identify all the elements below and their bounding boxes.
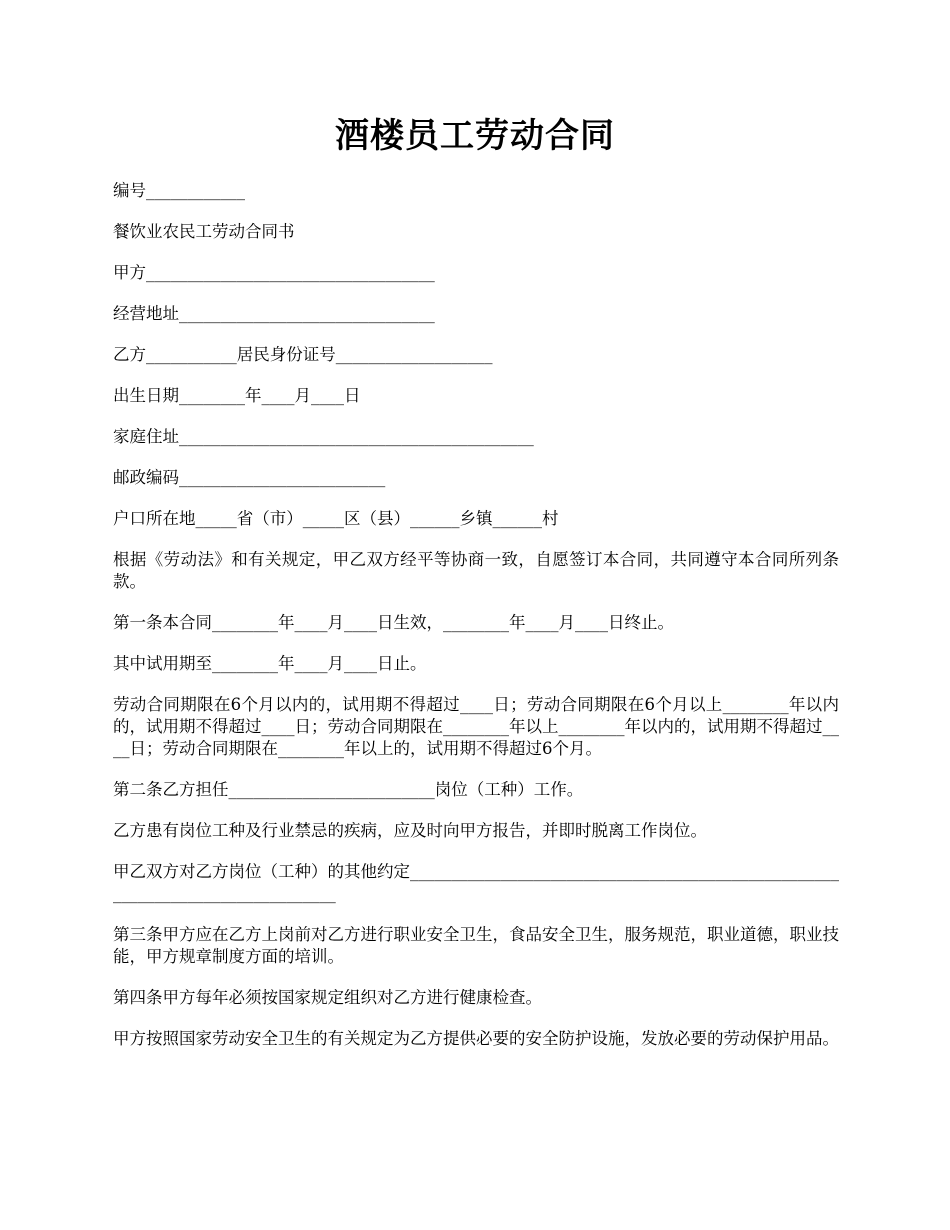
document-body — [113, 180, 839, 1069]
paragraph-article-4: 第四条甲方每年必须按国家规定组织对乙方进行健康检查。 — [113, 988, 542, 1007]
paragraph-household-registration: 户口所在地_____省（市）_____区（县）______乡镇______村 — [113, 509, 559, 528]
paragraph-party-b-id: 乙方___________居民身份证号___________________ — [113, 345, 493, 364]
paragraph-disease-report: 乙方患有岗位工种及行业禁忌的疾病，应及时向甲方报告，并即时脱离工作岗位。 — [113, 821, 707, 840]
paragraph-serial-number: 编号____________ — [113, 181, 245, 200]
paragraph-other-agreements: 甲乙双方对乙方岗位（工种）的其他约定_______________________________________________________________________________ — [113, 862, 839, 903]
paragraph-subtitle: 餐饮业农民工劳动合同书 — [113, 222, 295, 241]
paragraph-birth-date: 出生日期________年____月____日 — [113, 386, 361, 405]
paragraph-probation-end: 其中试用期至________年____月____日止。 — [113, 654, 427, 673]
paragraph-party-a: 甲方___________________________________ — [113, 263, 435, 282]
document-title: 酒楼员工劳动合同 — [335, 116, 615, 156]
paragraph-article-3: 第三条甲方应在乙方上岗前对乙方进行职业安全卫生，食品安全卫生，服务规范，职业道德，职业技能，甲方规章制度方面的培训。 — [113, 925, 839, 966]
paragraph-home-address: 家庭住址___________________________________________ — [113, 427, 534, 446]
paragraph-postal-code: 邮政编码_________________________ — [113, 468, 386, 487]
paragraph-probation-rules: 劳动合同期限在6个月以内的，试用期不得超过____日；劳动合同期限在6个月以上________年以内的，试用期不得超过____日；劳动合同期限在________年以上________年以内的，试用期不得超过____日；劳动合同期限在________年以上的，试用期不得超过6个月。 — [113, 695, 839, 758]
paragraph-article-2: 第二条乙方担任_________________________岗位（工种）工作。 — [113, 780, 584, 799]
paragraph-article-1: 第一条本合同________年____月____日生效，________年____月____日终止。 — [113, 613, 674, 632]
paragraph-preamble: 根据《劳动法》和有关规定，甲乙双方经平等协商一致，自愿签订本合同，共同遵守本合同所列条款。 — [113, 550, 839, 591]
paragraph-business-address: 经营地址_______________________________ — [113, 304, 435, 323]
paragraph-safety-equipment: 甲方按照国家劳动安全卫生的有关规定为乙方提供必要的安全防护设施，发放必要的劳动保护用品。 — [113, 1029, 839, 1048]
